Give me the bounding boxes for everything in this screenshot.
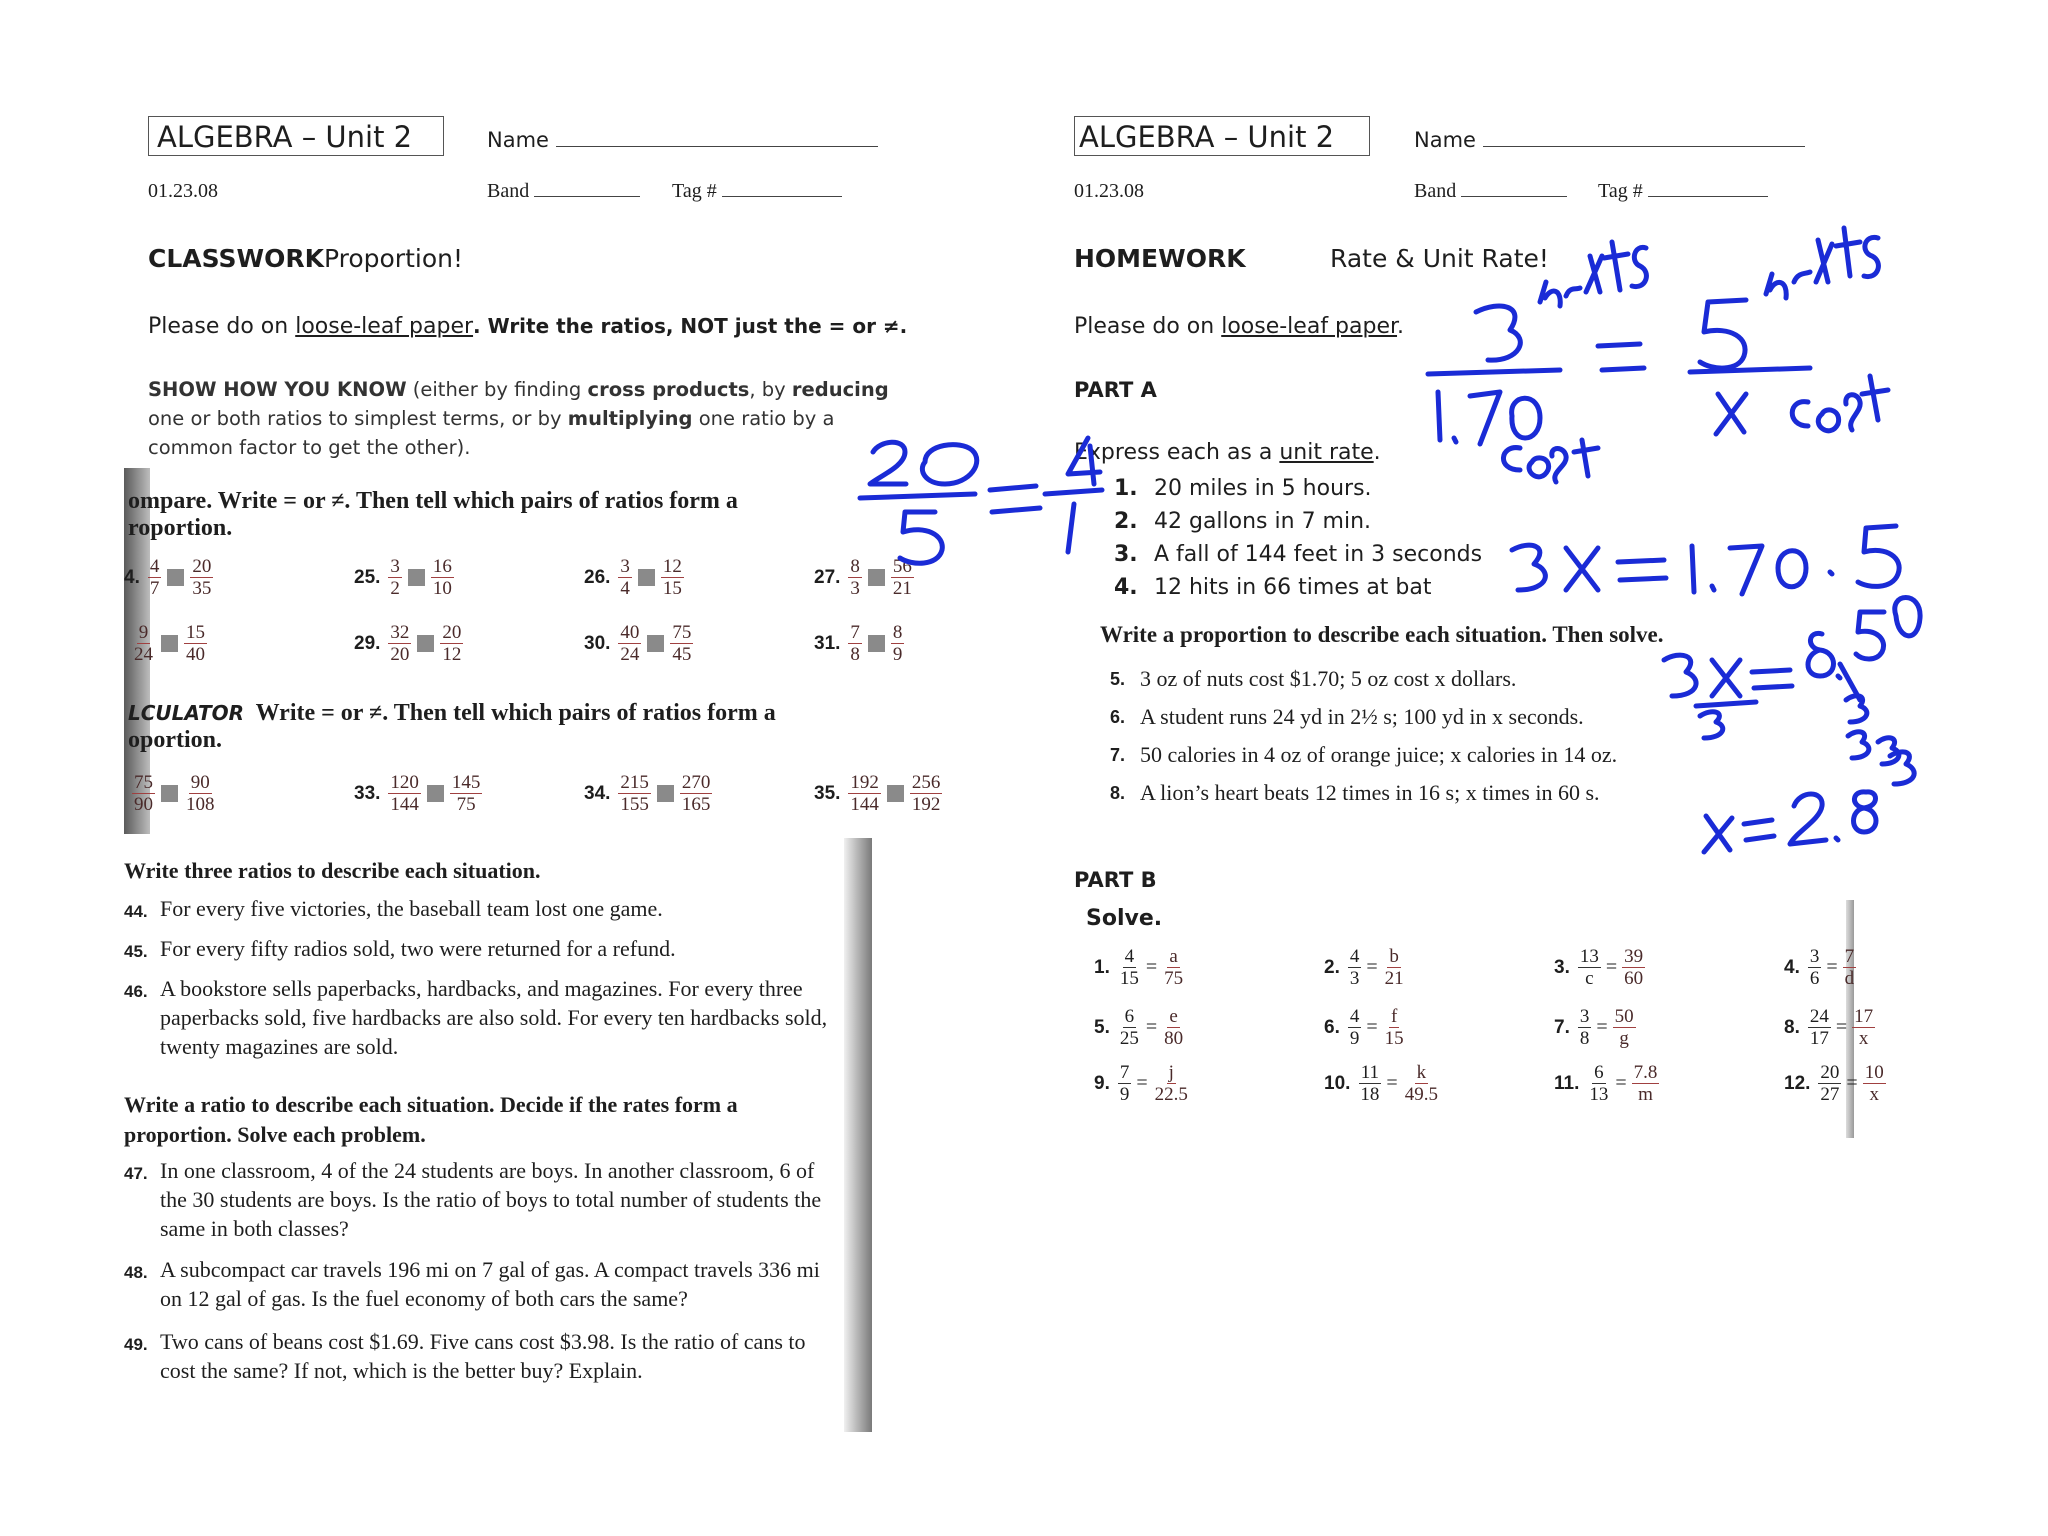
item-number: 5. [1110, 669, 1126, 689]
compare-item [354, 622, 584, 665]
fraction-denominator: 35 [192, 578, 212, 599]
problem-number: 2. [1324, 956, 1340, 978]
problem-number: 4. [1784, 956, 1800, 978]
fraction [190, 556, 213, 599]
left-instructions: Please do on loose-leaf paper. Write the ratios, NOT just the = or ≠. [148, 314, 908, 339]
problem-number: 30. [584, 632, 611, 654]
compare-row-2 [124, 622, 1044, 665]
fraction-denominator: x [1858, 1028, 1869, 1049]
fraction-denominator: 15 [662, 578, 682, 599]
solve-row-1 [1094, 946, 2014, 989]
fraction [1162, 1006, 1185, 1049]
solve-row-3 [1094, 1062, 2014, 1105]
solve-item [1094, 1062, 1324, 1105]
right-section-subtitle: Rate & Unit Rate! [1330, 244, 1549, 273]
question-44: 44. For every five victories, the baseball team lost one game. [124, 896, 663, 921]
equals-sign: = [1605, 956, 1618, 978]
situation-item [1110, 736, 1617, 774]
part-a-list [1114, 472, 1482, 604]
fraction [1808, 1006, 1831, 1049]
item-text: 12 hits in 66 times at bat [1154, 575, 1432, 600]
item-text: 50 calories in 4 oz of orange juice; x calories in 14 oz. [1140, 742, 1618, 767]
answer-box [167, 569, 184, 586]
fraction [1632, 1062, 1660, 1105]
fraction-numerator: 6 [1594, 1062, 1604, 1083]
fraction-denominator: 21 [892, 578, 912, 599]
fraction [848, 556, 862, 599]
fraction-denominator: 15 [1384, 1028, 1404, 1049]
calculator-heading: LCULATOR Write = or ≠. Then tell which pairs of ratios form a oportion. [128, 700, 776, 753]
fraction [148, 556, 162, 599]
ink-x-cost [1716, 376, 1888, 434]
fraction-denominator: m [1638, 1084, 1653, 1105]
item-text: 20 miles in 5 hours. [1154, 476, 1372, 501]
fraction-numerator: 20 [1820, 1062, 1840, 1083]
fraction-numerator: 8 [892, 622, 903, 643]
fraction-numerator: 16 [432, 556, 452, 577]
fraction-numerator: 56 [892, 556, 912, 577]
fraction [1863, 1062, 1886, 1105]
item-text: 3 oz of nuts cost $1.70; 5 oz cost x dollars. [1140, 666, 1517, 691]
left-tag-field[interactable]: Tag # [672, 180, 842, 203]
fraction-denominator: 22.5 [1154, 1084, 1188, 1105]
fraction-numerator: 75 [672, 622, 692, 643]
right-tag-field[interactable]: Tag # [1598, 180, 1768, 203]
solve-item [1554, 1006, 1784, 1049]
fraction [388, 772, 421, 815]
fraction-numerator: f [1390, 1006, 1398, 1027]
fraction-numerator: b [1389, 946, 1399, 967]
fraction-denominator: 60 [1624, 968, 1644, 989]
fraction-numerator: 7 [850, 622, 860, 643]
answer-box [638, 569, 655, 586]
problem-number: 3. [1554, 956, 1570, 978]
fraction [388, 622, 411, 665]
fraction [388, 556, 402, 599]
right-name-field[interactable]: Name [1414, 128, 1805, 152]
question-list-2 [124, 1156, 836, 1385]
fraction-denominator: 24 [134, 644, 153, 665]
problem-number: 1. [1094, 956, 1110, 978]
fraction-denominator: 8 [850, 644, 860, 665]
equals-sign: = [1145, 1016, 1158, 1038]
right-date: 01.23.08 [1074, 180, 1144, 202]
compare-item [124, 622, 354, 665]
fraction-numerator: j [1168, 1062, 1174, 1083]
equals-sign: = [1615, 1072, 1627, 1094]
fraction-denominator: 49.5 [1404, 1084, 1438, 1105]
solve-item [1554, 946, 1784, 989]
fraction-numerator: 9 [138, 622, 149, 643]
right-band-field[interactable]: Band [1414, 180, 1567, 203]
fraction-denominator: 13 [1589, 1084, 1609, 1105]
fraction-numerator: 50 [1614, 1006, 1634, 1027]
fraction-numerator: 3 [1579, 1006, 1590, 1027]
fraction-denominator: g [1619, 1028, 1629, 1049]
fraction [431, 556, 454, 599]
question-48: 48. A subcompact car travels 196 mi on 7 gal of gas. A compact travels 336 mi on 12 gal of gas. Is the fuel economy of both cars the same? [124, 1257, 820, 1311]
fraction-numerator: 215 [620, 772, 649, 793]
fraction-denominator: 144 [850, 794, 879, 815]
fraction-numerator: 192 [850, 772, 879, 793]
right-section-heading: HOMEWORK [1074, 244, 1246, 273]
fraction [1383, 946, 1406, 989]
fraction-denominator: 3 [1349, 968, 1360, 989]
question-list-1 [124, 894, 836, 1061]
compare-item [124, 772, 354, 815]
problem-number: 10. [1324, 1072, 1351, 1094]
equals-sign: = [1386, 1072, 1398, 1094]
fraction-denominator: 155 [620, 794, 649, 815]
fraction [1578, 1006, 1592, 1049]
fraction [1383, 1006, 1406, 1049]
fraction-numerator: 7 [1844, 946, 1855, 967]
compare-row-1 [124, 556, 1044, 599]
left-name-field[interactable]: Name [487, 128, 878, 152]
fraction-numerator: 145 [451, 772, 481, 793]
fraction-numerator: 75 [134, 772, 153, 793]
fraction [1587, 1062, 1610, 1105]
compare-item [124, 556, 354, 599]
solve-label: Solve. [1086, 906, 1163, 931]
proportion-heading: Write a proportion to describe each situation. Then solve. [1100, 622, 1664, 647]
fraction-denominator: 108 [186, 794, 215, 815]
equals-sign: = [1136, 1072, 1148, 1094]
fraction-denominator: 2 [390, 578, 400, 599]
compare-item [584, 556, 814, 599]
fraction-numerator: 7.8 [1633, 1062, 1658, 1083]
solve-item [1094, 1006, 1324, 1049]
scanned-shadow-right [844, 838, 872, 1432]
fraction-numerator: 13 [1579, 946, 1599, 967]
fraction-denominator: 9 [1349, 1028, 1360, 1049]
compare-item [584, 772, 814, 815]
fraction-denominator: 21 [1384, 968, 1404, 989]
compare-item [814, 622, 1044, 665]
question-45: 45. For every fifty radios sold, two were returned for a refund. [124, 936, 676, 961]
problem-number: 11. [1554, 1072, 1580, 1094]
fraction-denominator: 9 [892, 644, 903, 665]
ink-5-nuts [1700, 228, 1878, 368]
express-instruction: Express each as a unit rate. [1074, 440, 1381, 465]
fraction-denominator: x [1869, 1084, 1879, 1105]
answer-box [647, 635, 664, 652]
fraction-numerator: 6 [1124, 1006, 1135, 1027]
fraction [184, 622, 207, 665]
compare-item [814, 556, 1044, 599]
fraction-numerator: 3 [390, 556, 400, 577]
solve-item [1784, 946, 2014, 989]
answer-box [161, 785, 178, 802]
fraction-numerator: 7 [1119, 1062, 1130, 1083]
problem-number: 12. [1784, 1072, 1811, 1094]
problem-number: 5. [1094, 1016, 1110, 1038]
fraction-numerator: 4 [149, 556, 160, 577]
problem-number: 33. [354, 782, 381, 804]
problem-number: 26. [584, 566, 611, 588]
answer-box [427, 785, 444, 802]
fraction-denominator: 27 [1820, 1084, 1840, 1105]
fraction-numerator: 10 [1864, 1062, 1884, 1083]
problem-number: 9. [1094, 1072, 1110, 1094]
fraction-denominator: 165 [681, 794, 711, 815]
fraction-denominator: 90 [134, 794, 153, 815]
left-title-box: ALGEBRA – Unit 2 [148, 116, 444, 156]
equals-sign: = [1846, 1072, 1858, 1094]
fraction [132, 622, 155, 665]
fraction-denominator: 45 [672, 644, 692, 665]
answer-box [868, 635, 885, 652]
ink-3x-equals-1-70-times-5 [1512, 526, 1899, 594]
fraction-numerator: 20 [192, 556, 212, 577]
problem-number: 25. [354, 566, 381, 588]
fraction-numerator: e [1169, 1006, 1178, 1027]
fraction [910, 772, 943, 815]
ink-fraction-bar-left [1428, 370, 1560, 374]
fraction-numerator: 4 [1349, 946, 1360, 967]
fraction-denominator: 3 [850, 578, 860, 599]
part-a-label: PART A [1074, 378, 1157, 402]
fraction [680, 772, 713, 815]
fraction [618, 772, 651, 815]
fraction-numerator: 3 [1809, 946, 1820, 967]
fraction [1613, 1006, 1636, 1049]
calculator-row [124, 772, 1044, 815]
item-number: 8. [1110, 783, 1126, 803]
fraction-numerator: 3 [620, 556, 630, 577]
question-47: 47. In one classroom, 4 of the 24 students are boys. In another classroom, 6 of the 30 students are boys. Is the ratio of boys to total number of students the same in both classes? [124, 1158, 822, 1241]
problem-number: 35. [814, 782, 841, 804]
solve-item [1324, 1062, 1554, 1105]
fraction-denominator: d [1844, 968, 1855, 989]
fraction-numerator: 24 [1809, 1006, 1829, 1027]
fraction-denominator: 12 [442, 644, 462, 665]
fraction [184, 772, 217, 815]
situation-item [1110, 774, 1617, 812]
compare-heading: ompare. Write = or ≠. Then tell which pairs of ratios form a roportion. [128, 488, 738, 541]
item-number: 4. [1114, 575, 1138, 600]
fraction-denominator: 80 [1164, 1028, 1184, 1049]
fraction-numerator: 32 [390, 622, 410, 643]
item-text: A fall of 144 feet in 3 seconds [1154, 542, 1483, 567]
fraction-denominator: 20 [390, 644, 410, 665]
problem-number: 31. [814, 632, 841, 654]
fraction [450, 772, 483, 815]
fraction-denominator: 8 [1579, 1028, 1590, 1049]
fraction-numerator: a [1169, 946, 1178, 967]
item-number: 6. [1110, 707, 1126, 727]
fraction [670, 622, 693, 665]
fraction [1808, 946, 1822, 989]
fraction-numerator: 17 [1854, 1006, 1874, 1027]
equals-sign: = [1145, 956, 1158, 978]
equals-sign: = [1366, 956, 1378, 978]
fraction-denominator: 24 [620, 644, 640, 665]
equals-sign: = [1596, 1016, 1608, 1038]
fraction [891, 622, 905, 665]
fraction-numerator: 120 [390, 772, 419, 793]
equals-sign: = [1835, 1016, 1848, 1038]
item-number: 2. [1114, 509, 1138, 534]
fraction-numerator: 12 [662, 556, 682, 577]
situation-item [1110, 698, 1617, 736]
fraction [1348, 1006, 1362, 1049]
fraction [1348, 946, 1362, 989]
solve-item [1554, 1062, 1784, 1105]
fraction-numerator: 39 [1624, 946, 1644, 967]
ratio-heading: Write a ratio to describe each situation. Decide if the rates form a proportion. Solve each problem. [124, 1092, 738, 1147]
fraction-denominator: 144 [390, 794, 419, 815]
answer-box [868, 569, 885, 586]
solve-item [1324, 1006, 1554, 1049]
fraction [891, 556, 914, 599]
ink-3-over-3-threes [1846, 696, 1899, 764]
fraction [1118, 1062, 1132, 1105]
part-a-item [1114, 505, 1482, 538]
solve-row-2 [1094, 1006, 2014, 1049]
fraction-numerator: 15 [186, 622, 205, 643]
equals-sign: = [1366, 1016, 1378, 1038]
fraction-numerator: 256 [911, 772, 941, 793]
three-ratios-heading: Write three ratios to describe each situation. [124, 858, 541, 883]
item-text: A lion’s heart beats 12 times in 16 s; x times in 60 s. [1140, 780, 1600, 805]
ink-3x-equals-8-50 [1664, 598, 1920, 739]
problem-number: 7. [1554, 1016, 1570, 1038]
fraction-denominator: 75 [456, 794, 476, 815]
fraction-numerator: 8 [850, 556, 860, 577]
fraction-denominator: 4 [620, 578, 630, 599]
solve-item [1784, 1062, 2014, 1105]
fraction-denominator: 75 [1164, 968, 1184, 989]
right-title-box: ALGEBRA – Unit 2 [1074, 116, 1370, 156]
fraction [1118, 946, 1141, 989]
ink-x-equals-2-83 [1704, 752, 1914, 852]
left-date: 01.23.08 [148, 180, 218, 202]
fraction-denominator: 192 [911, 794, 941, 815]
item-number: 1. [1114, 476, 1138, 501]
fraction [132, 772, 155, 815]
ink-equals [990, 486, 1040, 512]
problem-number: 6. [1324, 1016, 1340, 1038]
ink-1-70-cost [1438, 392, 1598, 482]
fraction [1162, 946, 1185, 989]
left-show-how: SHOW HOW YOU KNOW (either by finding cross products, by reducing one or both ratios to simplest terms, or by multiplying one ratio by a common factor to get the other). [148, 378, 889, 459]
situation-list [1110, 660, 1617, 812]
fraction [1578, 946, 1601, 989]
answer-box [417, 635, 434, 652]
question-46: 46. A bookstore sells paperbacks, hardbacks, and magazines. For every three paperbacks sold, five hardbacks are also sold. For every ten hardbacks sold, twenty magazines are sold. [124, 976, 828, 1059]
item-number: 7. [1110, 745, 1126, 765]
fraction [1403, 1062, 1440, 1105]
problem-number: 4. [124, 566, 140, 588]
problem-number: 8. [1784, 1016, 1800, 1038]
answer-box [408, 569, 425, 586]
fraction-numerator: 11 [1360, 1062, 1380, 1083]
equals-sign: = [1826, 956, 1838, 978]
fraction-numerator: 4 [1349, 1006, 1360, 1027]
fraction [1358, 1062, 1381, 1105]
fraction-numerator: 4 [1124, 946, 1135, 967]
fraction-denominator: 15 [1119, 968, 1139, 989]
fraction [1153, 1062, 1190, 1105]
fraction [1118, 1006, 1141, 1049]
fraction-denominator: 10 [432, 578, 452, 599]
fraction [1852, 1006, 1875, 1049]
answer-box [161, 635, 178, 652]
part-a-item [1114, 538, 1482, 571]
fraction [848, 622, 862, 665]
right-instructions: Please do on loose-leaf paper. [1074, 314, 1405, 339]
question-49: 49. Two cans of beans cost $1.69. Five cans cost $3.98. Is the ratio of cans to cost the same? If not, which is the better buy? Explain. [124, 1329, 806, 1383]
fraction-numerator: k [1416, 1062, 1427, 1083]
part-a-item [1114, 472, 1482, 505]
fraction-denominator: 40 [186, 644, 205, 665]
fraction-numerator: 90 [190, 772, 210, 793]
answer-box [887, 785, 904, 802]
left-band-field[interactable]: Band [487, 180, 640, 203]
problem-number: 27. [814, 566, 841, 588]
left-section-title: CLASSWORKProportion! [148, 244, 463, 273]
fraction [618, 556, 632, 599]
fraction [1622, 946, 1645, 989]
part-a-item [1114, 571, 1482, 604]
fraction-numerator: 270 [681, 772, 711, 793]
fraction-denominator: 9 [1119, 1084, 1130, 1105]
item-number: 3. [1114, 542, 1138, 567]
fraction [1818, 1062, 1841, 1105]
situation-item [1110, 660, 1617, 698]
fraction [661, 556, 684, 599]
item-text: A student runs 24 yd in 2½ s; 100 yd in x seconds. [1140, 704, 1584, 729]
answer-box [657, 785, 674, 802]
ink-equals-top [1598, 344, 1644, 370]
ink-fraction-bar-right [1690, 368, 1810, 372]
fraction [848, 772, 881, 815]
fraction [1843, 946, 1857, 989]
problem-number: 34. [584, 782, 611, 804]
solve-item [1094, 946, 1324, 989]
fraction-denominator: c [1585, 968, 1594, 989]
compare-item [354, 772, 584, 815]
item-text: 42 gallons in 7 min. [1154, 509, 1372, 534]
compare-item [584, 622, 814, 665]
fraction-denominator: 17 [1809, 1028, 1829, 1049]
fraction-numerator: 40 [620, 622, 640, 643]
fraction [440, 622, 463, 665]
compare-item [354, 556, 584, 599]
solve-item [1324, 946, 1554, 989]
fraction-denominator: 6 [1809, 968, 1820, 989]
fraction-denominator: 25 [1119, 1028, 1139, 1049]
compare-item [814, 772, 1044, 815]
problem-number: 29. [354, 632, 381, 654]
fraction-numerator: 20 [442, 622, 462, 643]
fraction [618, 622, 641, 665]
part-b-label: PART B [1074, 868, 1157, 892]
fraction-denominator: 7 [149, 578, 160, 599]
solve-item [1784, 1006, 2014, 1049]
fraction-denominator: 18 [1360, 1084, 1380, 1105]
